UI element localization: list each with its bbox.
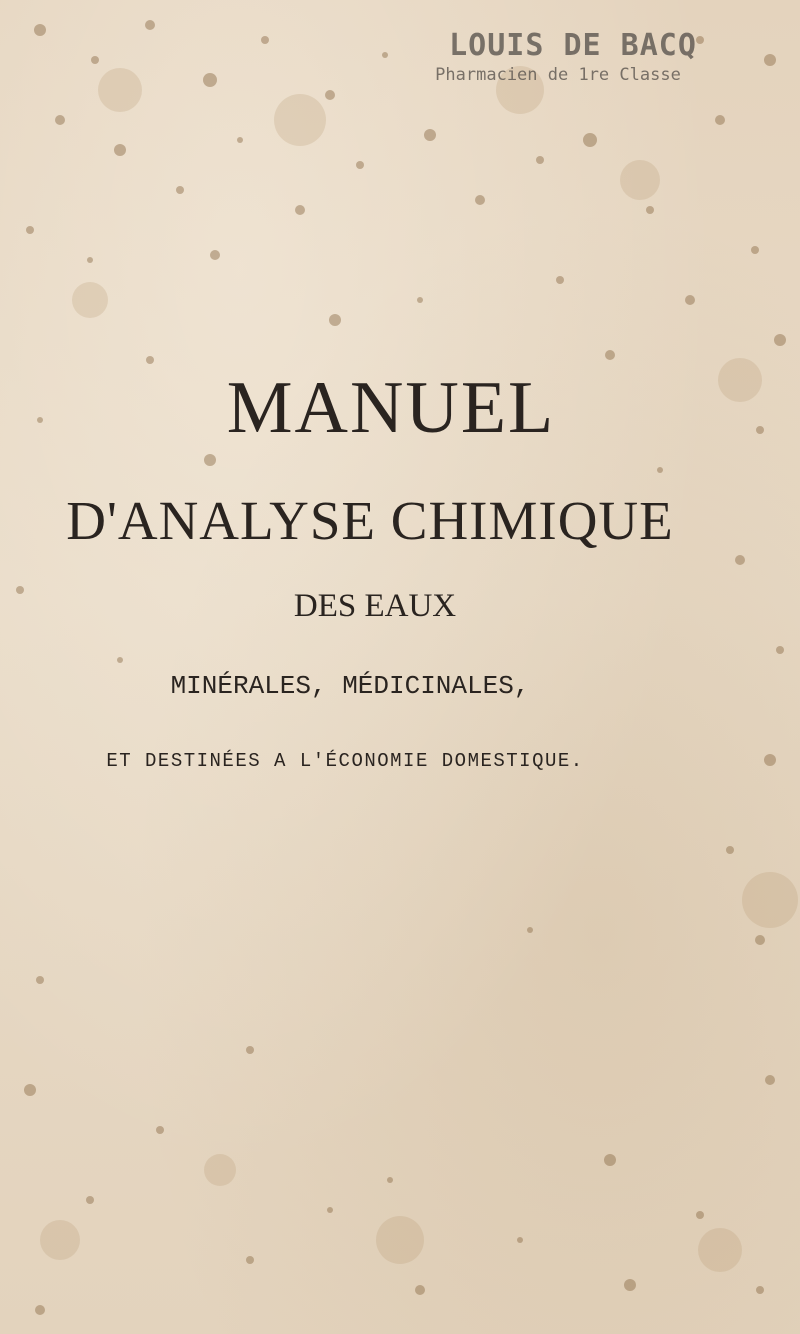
subtitle-minerales: MINÉRALES, MÉDICINALES,	[170, 671, 530, 701]
title-analyse-chimique: D'ANALYSE CHIMIQUE	[66, 490, 674, 551]
owner-stamp	[435, 28, 708, 86]
subtitle-economie: ET DESTINÉES A L'ÉCONOMIE DOMESTIQUE.	[106, 750, 584, 772]
title-des-eaux: DES EAUX	[293, 588, 457, 624]
stamp-role: Pharmacien de 1re Classe	[435, 65, 681, 85]
title-manuel: MANUEL	[226, 367, 556, 449]
stamp-name: LOUIS DE BACQ	[449, 28, 697, 63]
